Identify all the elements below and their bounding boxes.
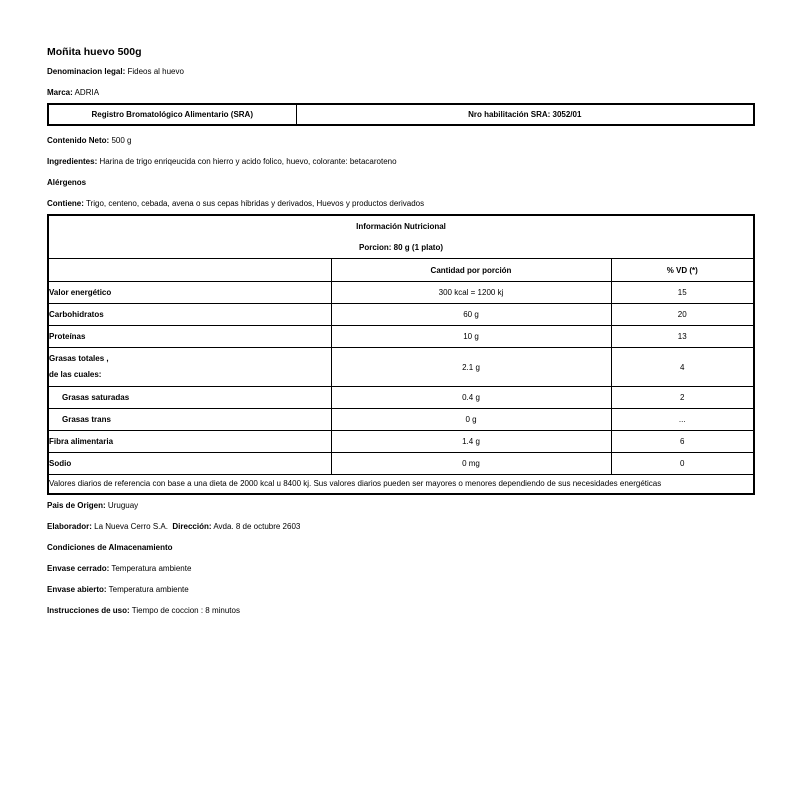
row-label-line2: de las cuales: — [49, 370, 102, 379]
row-amount: 0 mg — [331, 453, 611, 475]
row-vd: 4 — [611, 348, 754, 387]
row-amount: 300 kcal = 1200 kj — [331, 282, 611, 304]
nutrition-row-grasas-trans — [48, 409, 754, 431]
field-elaborador-label: Elaborador: — [47, 521, 92, 531]
row-label: Carbohidratos — [48, 304, 331, 326]
nutrition-row-grasas-totales — [48, 348, 754, 387]
row-amount: 0.4 g — [331, 387, 611, 409]
row-vd: 0 — [611, 453, 754, 475]
field-denominacion — [47, 61, 753, 82]
row-label — [48, 348, 331, 387]
nutrition-row-proteinas — [48, 326, 754, 348]
row-vd: ... — [611, 409, 754, 431]
row-amount: 0 g — [331, 409, 611, 431]
field-contenido-value: 500 g — [111, 136, 132, 145]
field-contenido-label: Contenido Neto: — [47, 136, 110, 145]
row-label: Proteínas — [48, 326, 331, 348]
nutrition-row-valor-energetico — [48, 282, 754, 304]
field-instrucciones-value: Tiempo de coccion : 8 minutos — [131, 605, 240, 615]
column-header-amount: Cantidad por porción — [331, 259, 611, 282]
row-label: Valor energético — [48, 282, 331, 304]
field-instrucciones-uso — [47, 600, 753, 621]
field-ingredientes — [47, 151, 753, 172]
field-contiene — [47, 193, 753, 214]
field-pais-value: Uruguay — [107, 500, 139, 510]
row-label: Sodio — [48, 453, 331, 475]
registro-table — [47, 103, 755, 126]
field-marca — [47, 82, 753, 103]
row-vd: 20 — [611, 304, 754, 326]
heading-condiciones-almacenamiento: Condiciones de Almacenamiento — [47, 542, 173, 552]
nutrition-row-fibra-alimentaria — [48, 431, 754, 453]
field-instrucciones-label: Instrucciones de uso: — [47, 605, 130, 615]
field-envase-abierto — [47, 579, 753, 600]
nutrition-title-cell — [48, 215, 754, 259]
nutrition-footnote: Valores diarios de referencia con base a una dieta de 2000 kcal u 8400 kj. Sus valores diarios pueden ser mayores o menores dependiendo de sus necesidades energéticas — [48, 475, 754, 494]
row-label: Grasas saturadas — [48, 387, 331, 409]
column-header-empty — [48, 259, 331, 282]
row-label: Fibra alimentaria — [48, 431, 331, 453]
row-amount: 10 g — [331, 326, 611, 348]
row-amount: 1.4 g — [331, 431, 611, 453]
nutrition-row-grasas-saturadas — [48, 387, 754, 409]
registro-right-cell: Nro habilitación SRA: 3052/01 — [296, 104, 754, 125]
nutrition-portion: Porcion: 80 g (1 plato) — [359, 243, 444, 252]
row-vd: 6 — [611, 431, 754, 453]
nutrition-row-sodio — [48, 453, 754, 475]
field-marca-label: Marca: — [47, 88, 73, 97]
column-header-vd: % VD (*) — [611, 259, 754, 282]
nutrition-footnote-row — [48, 475, 754, 494]
nutrition-header-row — [48, 259, 754, 282]
field-envase-cerrado — [47, 558, 753, 579]
field-envase-abierto-label: Envase abierto: — [47, 584, 107, 594]
field-ingredientes-label: Ingredientes: — [47, 157, 98, 166]
field-pais-label: Pais de Origen: — [47, 500, 106, 510]
field-pais-origen — [47, 495, 753, 516]
row-amount: 60 g — [331, 304, 611, 326]
heading-alergenos: Alérgenos — [47, 178, 87, 187]
product-title: Moñita huevo 500g — [47, 46, 142, 58]
field-contenido-neto — [47, 130, 753, 151]
row-label-line1: Grasas totales , — [49, 354, 109, 363]
field-contiene-value: Trigo, centeno, cebada, avena o sus cepas hibridas y derivados, Huevos y productos derivados — [85, 199, 425, 208]
field-envase-cerrado-label: Envase cerrado: — [47, 563, 110, 573]
nutrition-title: Información Nutricional — [356, 222, 446, 231]
field-contiene-label: Contiene: — [47, 199, 84, 208]
field-envase-abierto-value: Temperatura ambiente — [108, 584, 189, 594]
field-marca-value: ADRIA — [74, 88, 100, 97]
field-direccion-value: Avda. 8 de octubre 2603 — [213, 521, 301, 531]
field-ingredientes-value: Harina de trigo enriqeucida con hierro y acido folico, huevo, colorante: betacaroteno — [99, 157, 397, 166]
field-elaborador — [47, 516, 753, 537]
nutrition-title-row — [48, 215, 754, 259]
row-vd: 15 — [611, 282, 754, 304]
field-denominacion-value: Fideos al huevo — [127, 67, 184, 76]
registro-row — [48, 104, 754, 125]
row-amount: 2.1 g — [331, 348, 611, 387]
nutrition-table — [47, 214, 755, 495]
field-elaborador-value: La Nueva Cerro S.A. — [94, 521, 168, 531]
row-label: Grasas trans — [48, 409, 331, 431]
field-direccion-label: Dirección: — [172, 521, 212, 531]
row-vd: 2 — [611, 387, 754, 409]
registro-left-cell: Registro Bromatológico Alimentario (SRA) — [48, 104, 296, 125]
field-envase-cerrado-value: Temperatura ambiente — [111, 563, 192, 573]
row-vd: 13 — [611, 326, 754, 348]
nutrition-row-carbohidratos — [48, 304, 754, 326]
field-denominacion-label: Denominacion legal: — [47, 67, 126, 76]
